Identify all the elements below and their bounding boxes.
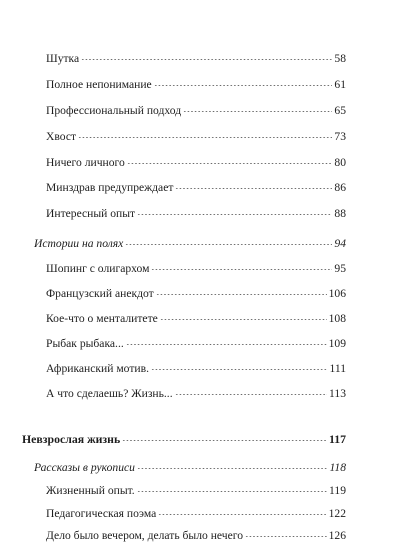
toc-entry-title: Интересный опыт	[46, 207, 136, 220]
toc-entry-page: 113	[329, 387, 346, 400]
dot-leader	[122, 440, 327, 441]
dot-leader	[151, 269, 332, 270]
dot-leader	[158, 514, 326, 515]
dot-leader	[126, 344, 327, 345]
dot-leader	[151, 369, 328, 370]
dot-leader	[154, 85, 333, 86]
dot-leader	[156, 294, 327, 295]
toc-section-page: 94	[334, 237, 346, 250]
dot-leader	[81, 59, 332, 60]
toc-entry-title: А что сделаешь? Жизнь...	[46, 387, 173, 400]
toc-entry-page: 80	[334, 156, 346, 169]
toc-entry-title: Дело было вечером, делать было нечего	[46, 529, 243, 542]
toc-entry-title: Французский анекдот	[46, 287, 154, 300]
toc-entry	[46, 129, 346, 145]
dot-leader	[137, 468, 327, 469]
toc-entry	[46, 311, 346, 327]
toc-entry	[46, 77, 346, 93]
dot-leader	[137, 491, 327, 492]
toc-entry-page: 73	[334, 130, 346, 143]
toc-entry-title: Хвост	[46, 130, 77, 143]
toc-entry-page: 65	[334, 104, 346, 117]
toc-entry-page: 126	[328, 529, 346, 542]
dot-leader	[78, 137, 332, 138]
toc-entry-page: 95	[334, 262, 346, 275]
toc-entry-page: 109	[328, 337, 346, 350]
toc-entry-title: Минздрав предупреждает	[46, 181, 174, 194]
toc-entry	[46, 386, 346, 402]
toc-entry-page: 122	[328, 507, 346, 520]
toc-entry-page: 88	[334, 207, 346, 220]
toc-entry-title: Жизненный опыт.	[46, 484, 135, 497]
toc-entry	[46, 103, 346, 119]
toc-entry	[46, 155, 346, 171]
toc-entry	[46, 206, 346, 222]
toc-entry-page: 106	[328, 287, 346, 300]
toc-entry-page: 58	[334, 52, 346, 65]
dot-leader	[125, 244, 332, 245]
toc-entry	[46, 336, 346, 352]
toc-section-title: Рассказы в рукописи	[34, 461, 135, 474]
toc-entry-title: Рыбак рыбака...	[46, 337, 124, 350]
toc-entry-title: Полное непонимание	[46, 78, 152, 91]
toc-entry-title: Кое-что о менталитете	[46, 312, 158, 325]
toc-section	[34, 236, 346, 252]
toc-entry	[46, 528, 346, 544]
toc-section	[34, 460, 346, 476]
toc-chapter	[22, 431, 346, 447]
toc-entry-title: Африканский мотив.	[46, 362, 149, 375]
toc-section-title: Истории на полях	[34, 237, 124, 250]
toc-entry	[46, 361, 346, 377]
dot-leader	[127, 163, 333, 164]
toc-entry	[46, 506, 346, 522]
toc-entry	[46, 286, 346, 302]
toc-entry	[46, 51, 346, 67]
toc-entry	[46, 180, 346, 196]
toc-entry-page: 111	[329, 362, 346, 375]
toc-section-page: 118	[329, 461, 346, 474]
toc-entry-page: 61	[334, 78, 346, 91]
toc-chapter-title: Невзрослая жизнь	[22, 432, 121, 446]
toc-entry	[46, 261, 346, 277]
dot-leader	[137, 214, 332, 215]
toc-entry-page: 86	[334, 181, 346, 194]
toc-entry-title: Шопинг с олигархом	[46, 262, 150, 275]
dot-leader	[175, 394, 327, 395]
dot-leader	[183, 111, 332, 112]
dot-leader	[175, 188, 332, 189]
toc-entry-title: Шутка	[46, 52, 80, 65]
toc-entry-title: Педагогическая поэма	[46, 507, 157, 520]
toc-entry-page: 108	[328, 312, 346, 325]
dot-leader	[245, 536, 327, 537]
toc-entry-title: Ничего личного	[46, 156, 125, 169]
toc-entry-title: Профессиональный подход	[46, 104, 182, 117]
toc-chapter-page: 117	[328, 432, 346, 446]
toc-entry-page: 119	[329, 484, 346, 497]
toc-entry	[46, 483, 346, 499]
dot-leader	[160, 319, 327, 320]
